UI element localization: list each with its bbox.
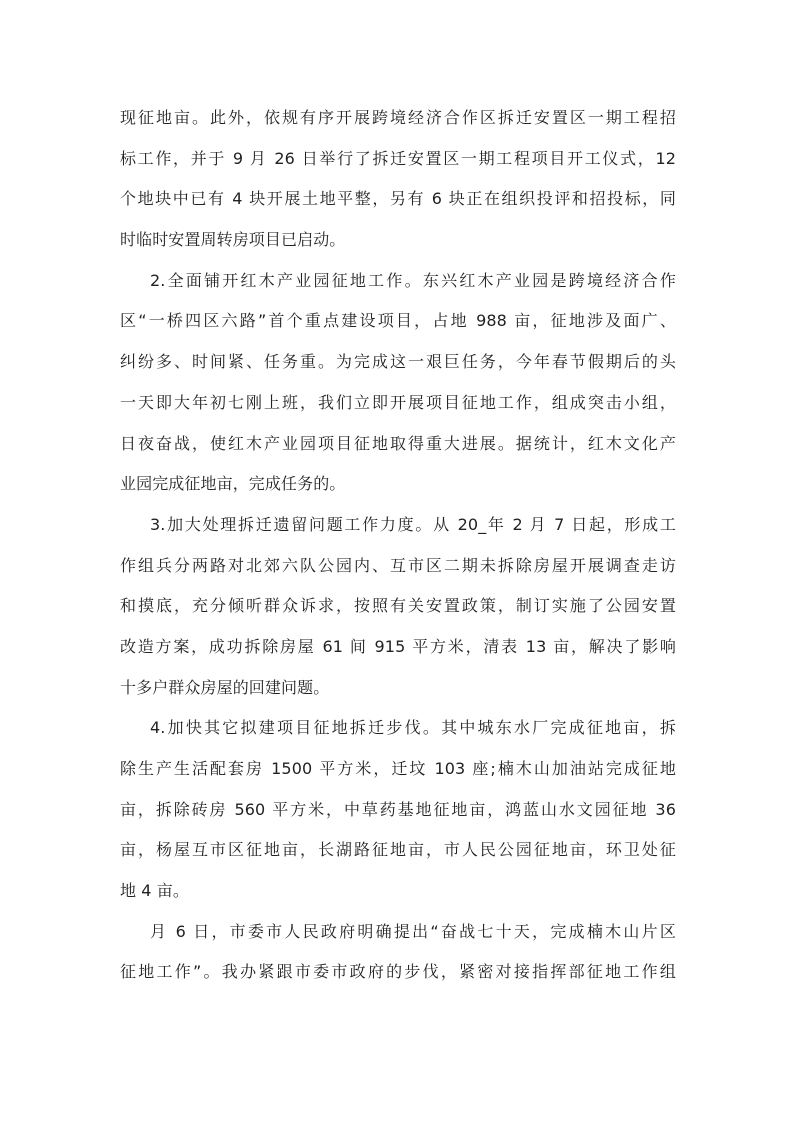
text-line-14: 改造方案，成功拆除房屋 61 间 915 平方米，清表 13 亩，解决了影响 bbox=[120, 636, 676, 656]
text-line-5: 2.全面铺开红木产业园征地工作。东兴红木产业园是跨境经济合作 bbox=[150, 270, 676, 290]
text-line-12: 作组兵分两路对北郊六队公园内、互市区二期未拆除房屋开展调查走访 bbox=[120, 555, 676, 575]
text-line-15: 十多户群众房屋的回建问题。 bbox=[120, 677, 330, 697]
text-line-10: 业园完成征地亩，完成任务的。 bbox=[120, 474, 346, 494]
text-line-2: 标工作，并于 9 月 26 日举行了拆迁安置区一期工程项目开工仪式，12 bbox=[120, 148, 676, 168]
text-line-20: 地 4 亩。 bbox=[120, 881, 189, 901]
text-line-3: 个地块中已有 4 块开展土地平整，另有 6 块正在组织投评和招投标，同 bbox=[120, 189, 676, 209]
text-line-8: 一天即大年初七刚上班，我们立即开展项目征地工作，组成突击小组， bbox=[120, 392, 676, 412]
text-line-21: 月 6 日，市委市人民政府明确提出“奋战七十天，完成楠木山片区 bbox=[150, 921, 676, 941]
text-line-11: 3.加大处理拆迁遗留问题工作力度。从 20_年 2 月 7 日起，形成工 bbox=[150, 514, 676, 534]
text-line-4: 时临时安置周转房项目已启动。 bbox=[120, 230, 346, 250]
text-line-17: 除生产生活配套房 1500 平方米，迁坟 103 座;楠木山加油站完成征地 bbox=[120, 759, 676, 778]
text-line-19: 亩，杨屋互市区征地亩，长湖路征地亩，市人民公园征地亩，环卫处征 bbox=[120, 840, 676, 860]
text-line-16: 4.加快其它拟建项目征地拆迁步伐。其中城东水厂完成征地亩，拆 bbox=[150, 718, 676, 738]
text-line-9: 日夜奋战，使红木产业园项目征地取得重大进展。据统计，红木文化产 bbox=[120, 433, 676, 453]
text-line-22: 征地工作”。我办紧跟市委市政府的步伐，紧密对接指挥部征地工作组 bbox=[120, 962, 676, 982]
text-line-1: 现征地亩。此外，依规有序开展跨境经济合作区拆迁安置区一期工程招 bbox=[120, 108, 676, 127]
text-line-13: 和摸底，充分倾听群众诉求，按照有关安置政策，制订实施了公园安置 bbox=[120, 596, 676, 616]
text-line-7: 纠纷多、时间紧、任务重。为完成这一艰巨任务，今年春节假期后的头 bbox=[120, 352, 676, 372]
document-body bbox=[120, 98, 676, 993]
text-line-18: 亩，拆除砖房 560 平方米，中草药基地征地亩，鸿蓝山水文园征地 36 bbox=[120, 799, 676, 819]
text-line-6: 区“一桥四区六路”首个重点建设项目，占地 988 亩，征地涉及面广、 bbox=[120, 311, 676, 331]
